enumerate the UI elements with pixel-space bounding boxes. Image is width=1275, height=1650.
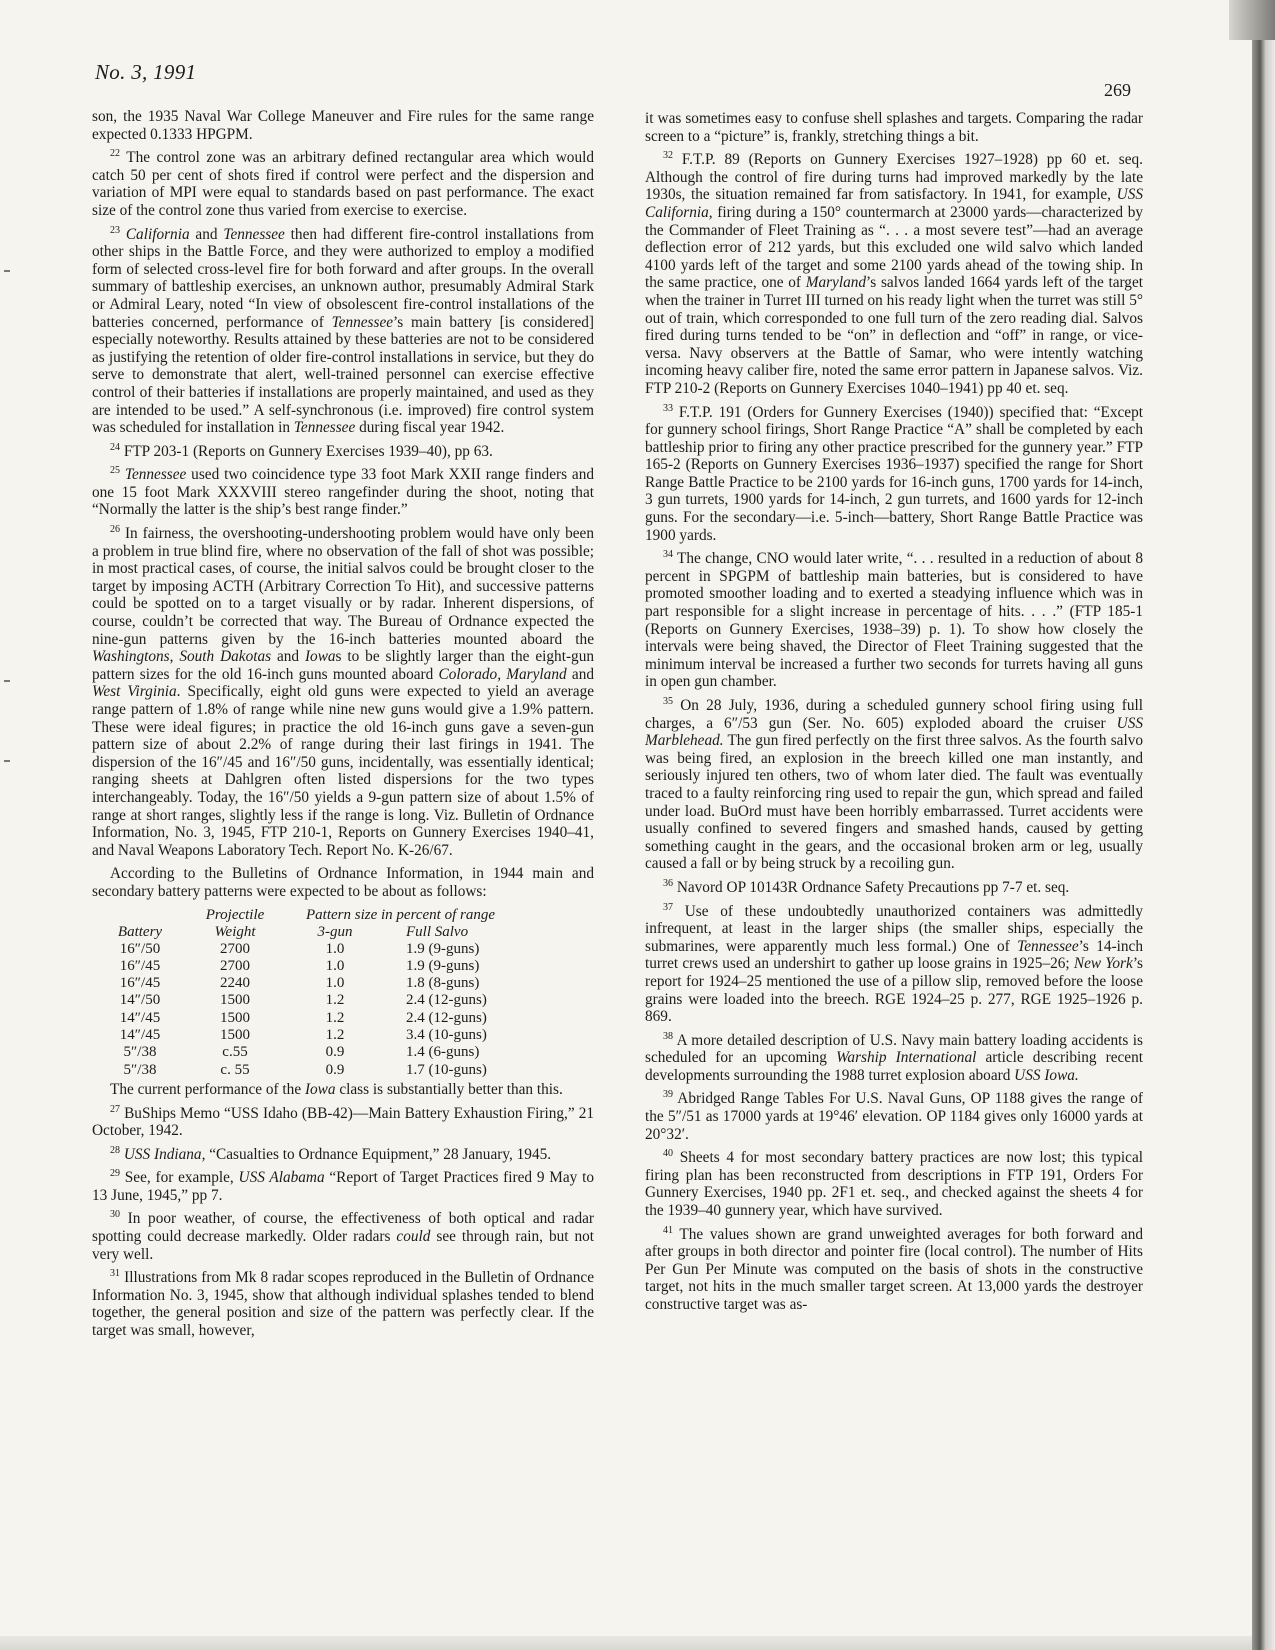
weight-cell: c.55 bbox=[222, 1044, 248, 1061]
battery-cell: 14″/50 bbox=[119, 992, 161, 1009]
footnote-31: $^{31}$ Illustrations from Mk 8 radar scopes reproduced in the Bulletin of Ordnance Information No. 3, 1945, show that although individual splashes tended to blend together, the general position and size of the pattern was perfectly clear. If the target was small, however, bbox=[92, 1268, 594, 1340]
footnote-37: $^{37}$ Use of these undoubtedly unauthorized containers was admittedly infrequent, at least in the larger ships (the smaller ships, especially the submarines, were apparently much less formal.) One of Tennessee’s 14-inch turret crews used an undershirt to gather up loose grains in 1925–26; New York’s report for 1924–25 mentioned the use of a pillow slip, removed before the loose grains were loaded into the breech. RGE 1924–25 p. 277, RGE 1925–1926 p. 869. bbox=[645, 901, 1144, 1026]
battery-cell: 16″/45 bbox=[119, 975, 161, 992]
full-salvo-cell: 1.9 (9-guns) bbox=[406, 957, 480, 974]
left-column bbox=[92, 108, 594, 1346]
full-salvo-cell: 1.9 (9-guns) bbox=[406, 940, 480, 957]
weight-cell: 1500 bbox=[220, 992, 250, 1009]
full-salvo-cell: 2.4 (12-guns) bbox=[406, 992, 487, 1009]
page-bottom-edge bbox=[0, 1636, 1252, 1650]
header-battery: Battery bbox=[117, 923, 163, 940]
footnote-31-continuation: it was sometimes easy to confuse shell splashes and targets. Comparing the radar screen to a “picture” is, frankly, stretching things a bit. bbox=[645, 110, 1143, 145]
weight-cell: 2700 bbox=[220, 957, 250, 974]
battery-cell: 5″/38 bbox=[123, 1044, 157, 1061]
battery-cell: 16″/50 bbox=[119, 940, 161, 957]
pattern-size-table bbox=[92, 907, 594, 1079]
footnote-26-closing: The current performance of the Iowa class is substantially better than this. bbox=[110, 1080, 563, 1098]
footnote-25: $^{25}$ Tennessee used two coincidence type 33 foot Mark XXII range finders and one 15 foot Mark XXXVIII stereo rangefinder during the shoot, noting that “Normally the latter is the ship’s best range finder.” bbox=[92, 465, 594, 519]
table-row bbox=[100, 958, 570, 975]
table-row bbox=[100, 1062, 570, 1079]
table-row bbox=[100, 1027, 570, 1044]
right-column bbox=[645, 110, 1143, 1320]
table-row bbox=[100, 1044, 570, 1061]
battery-cell: 14″/45 bbox=[119, 1009, 161, 1026]
footnote-24: $^{24}$ FTP 203-1 (Reports on Gunnery Exercises 1939–40), pp 63. bbox=[110, 441, 493, 460]
full-salvo-cell: 3.4 (10-guns) bbox=[406, 1027, 487, 1044]
footnote-26: $^{26}$ In fairness, the overshooting-undershooting problem would have only been a problem in true blind fire, where no observation of the fall of shot was possible; in most practical cases, of course, the initial salvos could be brought closer to the target by imposing ACTH (Arbitrary Correction To Hit), and successive patterns could be spotted on to a target visually or by radar. Inherent dispersions, of course, couldn’t be corrected that way. The Bureau of Ordnance expected the nine-gun patterns given by the 16-inch batteries mounted aboard the Washingtons, South Dakotas and Iowas to be slightly larger than the eight-gun pattern sizes for the old 16-inch guns mounted aboard Colorado, Maryland and West Virginia. Specifically, eight old guns were expected to yield an average range pattern of 1.8% of range while nine new guns would give a 1.9% pattern. These were ideal figures; in practice the old 16-inch guns gave a seven-gun pattern size of about 2.2% of range during their last firings in 1941. The dispersion of the 16″/45 and 16″/50 guns, incidentally, was essentially identical; ranging sheets at Dahlgren often listed dispersions for the two types interchangeably. Today, the 16″/50 yields a 9-gun pattern size of about 1.5% of range at short ranges, slightly less if the range is long. Viz. Bulletin of Ordnance Information, No. 3, 1945, FTP 210-1, Reports on Gunnery Exercises 1940–41, and Naval Weapons Laboratory Tech. Report No. K-26/67. bbox=[92, 523, 595, 859]
header-projectile: Projectile bbox=[205, 906, 265, 923]
table-row bbox=[100, 975, 570, 992]
footnote-22: $^{22}$ The control zone was an arbitrary defined rectangular area which would catch 50 per cent of shots fired if control were perfect and the dispersion and variation of MPI were equal to standards based on past performance. The exact size of the control zone thus varied from exercise to exercise. bbox=[92, 148, 594, 219]
footnote-35: $^{35}$ On 28 July, 1936, during a scheduled gunnery school firing using full charges, a 6″/53 gun (Ser. No. 605) exploded aboard the cruiser USS Marblehead. The gun fired perfectly on the first three salvos. As the fourth salvo was being fired, an explosion in the breech killed one man instantly, and seriously injured ten others, two of whom later died. The fault was eventually traced to a faulty reinforcing ring used to repair the gun, which spread and failed under load. BuOrd must have been horribly embarrassed. Turret accidents were usually confined to severed fingers and smashed hands, caused by getting something caught in the gears, and the occasional broken arm or leg, usually caused a fall or by being struck by a recoiling gun. bbox=[645, 695, 1143, 873]
footnote-28: $^{28}$ USS Indiana, “Casualties to Ordnance Equipment,” 28 January, 1945. bbox=[110, 1144, 552, 1163]
three-gun-cell: 1.2 bbox=[325, 1009, 345, 1026]
weight-cell: 2240 bbox=[220, 975, 250, 992]
weight-cell: 1500 bbox=[220, 1027, 250, 1044]
header-full-salvo: Full Salvo bbox=[406, 923, 469, 940]
page-number: 269 bbox=[1104, 80, 1131, 100]
page-corner-shadow bbox=[1229, 0, 1275, 40]
full-salvo-cell: 1.7 (10-guns) bbox=[406, 1061, 487, 1078]
header-pattern-size: Pattern size in percent of range bbox=[306, 906, 495, 923]
scan-mark bbox=[4, 760, 10, 762]
footnote-38: $^{38}$ A more detailed description of U.S. Navy main battery loading accidents is scheduled for an upcoming Warship International article describing recent developments surrounding the 1988 turret explosion aboard USS Iowa. bbox=[645, 1030, 1143, 1084]
footnote-40: $^{40}$ Sheets 4 for most secondary battery practices are now lost; this typical firing plan has been reconstructed from descriptions in FTP 191, Orders For Gunnery Exercises, 1940 pp. 2F1 et. seq., and checked against the sheets 4 for the 1939–40 gunnery year, which have survived. bbox=[645, 1148, 1143, 1220]
table-row bbox=[100, 992, 570, 1009]
table-row bbox=[100, 941, 570, 958]
table-row bbox=[100, 1010, 570, 1027]
three-gun-cell: 1.0 bbox=[325, 940, 345, 957]
scan-mark bbox=[4, 680, 10, 682]
three-gun-cell: 0.9 bbox=[325, 1044, 345, 1061]
footnote-27: $^{27}$ BuShips Memo “USS Idaho (BB-42)—Main Battery Exhaustion Firing,” 21 October, 1942. bbox=[92, 1103, 594, 1140]
three-gun-cell: 1.2 bbox=[325, 992, 345, 1009]
header-3-gun: 3-gun bbox=[317, 923, 353, 940]
weight-cell: 2700 bbox=[220, 940, 250, 957]
full-salvo-cell: 2.4 (12-guns) bbox=[406, 1009, 487, 1026]
battery-cell: 14″/45 bbox=[119, 1027, 161, 1044]
footnote-34: $^{34}$ The change, CNO would later write, “. . . resulted in a reduction of about 8 percent in SPGPM of battleship main batteries, but is considered to have promoted smoother loading and to exerted a steadying influence which was in part responsible for a slight increase in percentage of hits. . . .” (FTP 185-1 (Reports on Gunnery Exercises, 1938–39) p. 1). To show how closely the intervals were being shaved, the Director of Fleet Training suggested that the minimum interval be increased a further two seconds for turrets having all guns in open gun chamber. bbox=[645, 549, 1143, 691]
footnote-30: $^{30}$ In poor weather, of course, the effectiveness of both optical and radar spotting could decrease markedly. Older radars could see through rain, but not very well. bbox=[92, 1209, 594, 1263]
footnote-29: $^{29}$ See, for example, USS Alabama “Report of Target Practices fired 9 May to 13 June, 1945,” pp 7. bbox=[92, 1168, 594, 1204]
footnote-36: $^{36}$ Navord OP 10143R Ordnance Safety Precautions pp 7-7 et. seq. bbox=[663, 877, 1070, 896]
footnote-21-continuation: son, the 1935 Naval War College Maneuver and Fire rules for the same range expected 0.1333 HPGPM. bbox=[92, 108, 594, 143]
battery-cell: 16″/45 bbox=[119, 957, 161, 974]
scan-mark bbox=[4, 270, 10, 272]
three-gun-cell: 1.0 bbox=[325, 957, 345, 974]
three-gun-cell: 0.9 bbox=[325, 1061, 345, 1078]
full-salvo-cell: 1.8 (8-guns) bbox=[406, 975, 480, 992]
footnote-26-table-intro: According to the Bulletins of Ordnance Information, in 1944 main and secondary battery patterns were expected to be about as follows: bbox=[92, 865, 594, 900]
footnote-39: $^{39}$ Abridged Range Tables For U.S. Naval Guns, OP 1188 gives the range of the 5″/51 as 17000 yards at 19°46′ elevation. OP 1184 gives only 16000 yards at 20°32′. bbox=[645, 1089, 1143, 1143]
weight-cell: c. 55 bbox=[220, 1061, 250, 1078]
footnote-32: $^{32}$ F.T.P. 89 (Reports on Gunnery Exercises 1927–1928) pp 60 et. seq. Although the control of fire during turns had improved markedly by the late 1930s, the situation remained far from satisfactory. In 1941, for example, USS California, firing during a 150° countermarch at 23000 yards—characterized by the Commander of Fleet Training as “. . . a most severe test”—had an average deflection error of 212 yards, but this excluded one wild salvo which landed 4100 yards left of the target and some 2100 yards ahead of the towing ship. In the same practice, one of Maryland’s salvos landed 1664 yards left of the target when the trainer in Turret III turned on his ready light when the turret was still 5° out of train, which corresponded to one full turn of the zero reading dial. Salvos fired during turns tended to be “on” in deflection and “off” in range, or vice-versa. Navy observers at the Battle of Samar, who were intently watching incoming heavy caliber fire, noted the same error pattern in Japanese salvos. Viz. FTP 210-2 (Reports on Gunnery Exercises 1040–1941) pp 40 et. seq. bbox=[645, 150, 1143, 397]
book-spine-shadow bbox=[1252, 0, 1275, 1650]
footnote-33: $^{33}$ F.T.P. 191 (Orders for Gunnery Exercises (1940)) specified that: “Except for gunnery school firings, Short Range Practice “A” shall be completed by each battleship prior to firing any other practice prescribed for the gunnery year.” FTP 165-2 (Reports on Gunnery Exercises 1936–1937) specified the range for Short Range Battle Practice to be 2100 yards for 16-inch guns, 1700 yards for 14-inch, 3 gun turrets, 1900 yards for 14-inch, 2 gun turrets, and 1600 yards for 12-inch guns. For the secondary—i.e. 5-inch—battery, Short Range Battle Practice was 1900 yards. bbox=[645, 402, 1143, 544]
running-head: No. 3, 1991 bbox=[95, 60, 197, 84]
footnote-23: $^{23}$ California and Tennessee then had different fire-control installations from other ships in the Battle Force, and they were authorized to employ a modified form of selected cross-level fire for both forward and after groups. In the overall summary of battleship exercises, an unknown author, presumably Admiral Stark or Admiral Leary, noted “In view of obsolescent fire-control installations of the batteries concerned, performance of Tennessee’s main battery [is considered] especially noteworthy. Results attained by these batteries are not to be considered as justifying the retention of older fire-control installations in service, but they do serve to demonstrate that alert, well-trained personnel can exercise effective control of their batteries if installations are properly maintained, and used as they are intended to be used.” A self-synchronous (i.e. improved) fire control system was scheduled for installation in Tennessee during fiscal year 1942. bbox=[92, 224, 594, 437]
footnote-41: $^{41}$ The values shown are grand unweighted averages for both forward and after groups in both director and pointer fire (local control). The number of Hits Per Gun Per Minute was computed on the basis of shots in the constructive target, not hits in the much smaller target screen. At 13,000 yards the destroyer constructive target was as- bbox=[645, 1224, 1143, 1313]
header-weight: Weight bbox=[214, 923, 256, 940]
three-gun-cell: 1.0 bbox=[325, 975, 345, 992]
battery-cell: 5″/38 bbox=[123, 1061, 157, 1078]
three-gun-cell: 1.2 bbox=[325, 1027, 345, 1044]
full-salvo-cell: 1.4 (6-guns) bbox=[406, 1044, 480, 1061]
weight-cell: 1500 bbox=[220, 1009, 250, 1026]
